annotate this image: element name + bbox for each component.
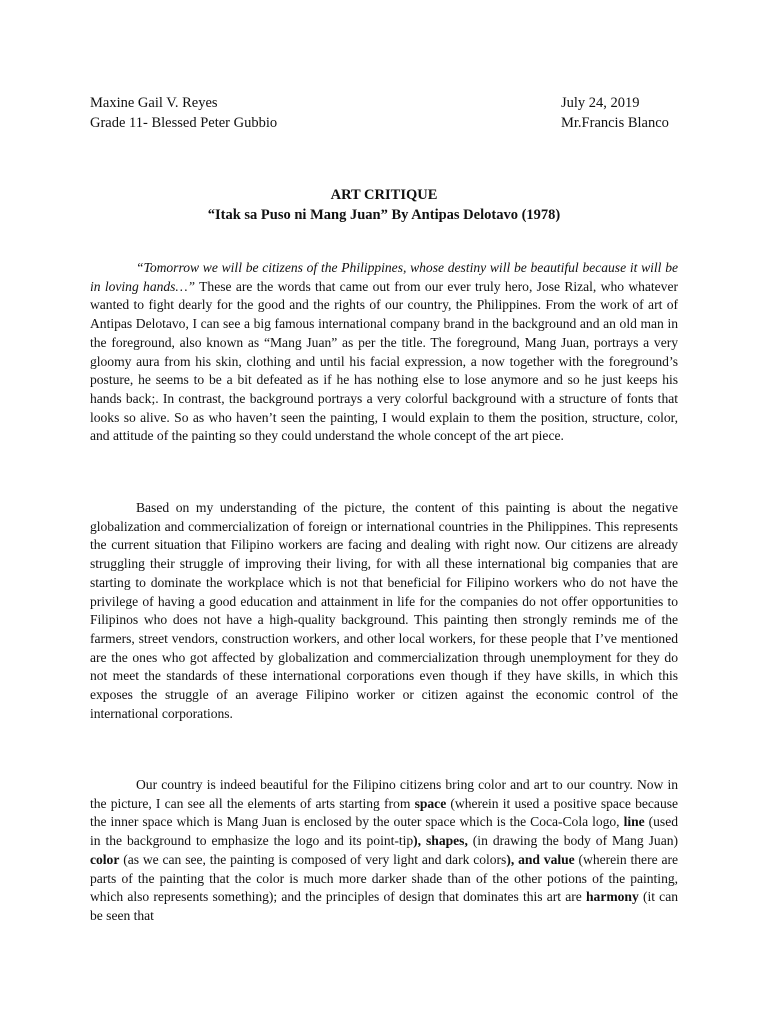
paragraph-3-text-6: (wherein there are parts of the painting that the color is much more darker shade than of the other potions of the painting, which also represents something); and the principles of design that dominates this art are (90, 851, 678, 905)
document-date: July 24, 2019 (561, 95, 640, 111)
term-shapes: shapes, (426, 833, 468, 849)
paragraph-3-text-2: (wherein it used a positive space because the inner space which is Mang Juan is enclosed by the outer space which is the Coca-Cola logo, (90, 795, 678, 830)
paragraph-1 (90, 259, 678, 446)
term-space: space (414, 795, 447, 811)
paragraph-3-text-7: (it can be seen that (90, 889, 678, 923)
title-block (90, 185, 678, 225)
paragraph-2-text: Based on my understanding of the picture, the content of this painting is about the negative globalization and commercialization of foreign or international countries in the Philippines. This represents the current situation that Filipino workers are facing and dealing with right now. Our citizens are already struggling their struggle of improving their living, for with all these international big companies that are starting to dominate the workplace which is not that beneficial for Filipino workers who do not have the privilege of having a good education and attainment in life for the companies do not offer opportunities to Filipinos who does not have a high-quality background. This painting then strongly reminds me of the farmers, street vendors, construction workers, and other local workers, for these people that I’ve mentioned are the ones who got affected by globalization and commercialization through unemployment for they do not meet the standards of these international corporations even though if they have skills, in which this exposes the struggle of an average Filipino worker or citizen against the economic control of the international corporations. (90, 500, 678, 721)
header-left (90, 93, 277, 133)
paragraph-3-text-4: (in drawing the body of Mang Juan) (467, 833, 678, 849)
term-harmony: harmony (586, 889, 639, 905)
header-right (561, 93, 669, 133)
paragraph-3-text-3: (used in the background to emphasize the logo and its point-tip (90, 814, 678, 849)
term-value: ), and value (506, 851, 575, 867)
rizal-quote: “Tomorrow we will be citizens of the Philippines, whose destiny will be beautiful because it will be in loving hands…” (90, 260, 678, 294)
paragraph-3 (90, 776, 678, 926)
paragraph-3-text-5: (as we can see, the painting is composed of very light and dark colors (119, 851, 507, 867)
bold-paren-close: ), (413, 833, 422, 849)
paragraph-2 (90, 499, 678, 723)
grade-section: Grade 11- Blessed Peter Gubbio (90, 115, 278, 131)
paragraph-1-text: These are the words that came out from our ever truly hero, Jose Rizal, who whatever wanted to fight dearly for the good and the rights of our country, the Philippines. From the work of art of Antipas Delotavo, I can see a big famous international company brand in the background and an old man in the foreground, also known as “Mang Juan” as per the title. The foreground, Mang Juan, portrays a very gloomy aura from his skin, clothing and until his facial expression, a now together with the foreground’s posture, he seems to be a bit defeated as if he has nothing else to lose anymore and so he just keeps his hands back;. In contrast, the background portrays a very colorful background with a structure of fonts that looks so alive. So as who haven’t seen the painting, I would explain to them the position, structure, color, and attitude of the painting so they could understand the whole concept of the art piece. (90, 278, 678, 444)
document-title: ART CRITIQUE (330, 187, 438, 203)
author-name: Maxine Gail V. Reyes (90, 95, 218, 111)
term-line: line (623, 814, 645, 830)
paragraph-3-text-1: Our country is indeed beautiful for the Filipino citizens bring color and art to our country. Now in the picture, I can see all the elements of arts starting from (90, 777, 678, 811)
term-color: color (90, 851, 120, 867)
teacher-name: Mr.Francis Blanco (561, 115, 669, 131)
document-subtitle: “Itak sa Puso ni Mang Juan” By Antipas Delotavo (1978) (207, 207, 561, 223)
